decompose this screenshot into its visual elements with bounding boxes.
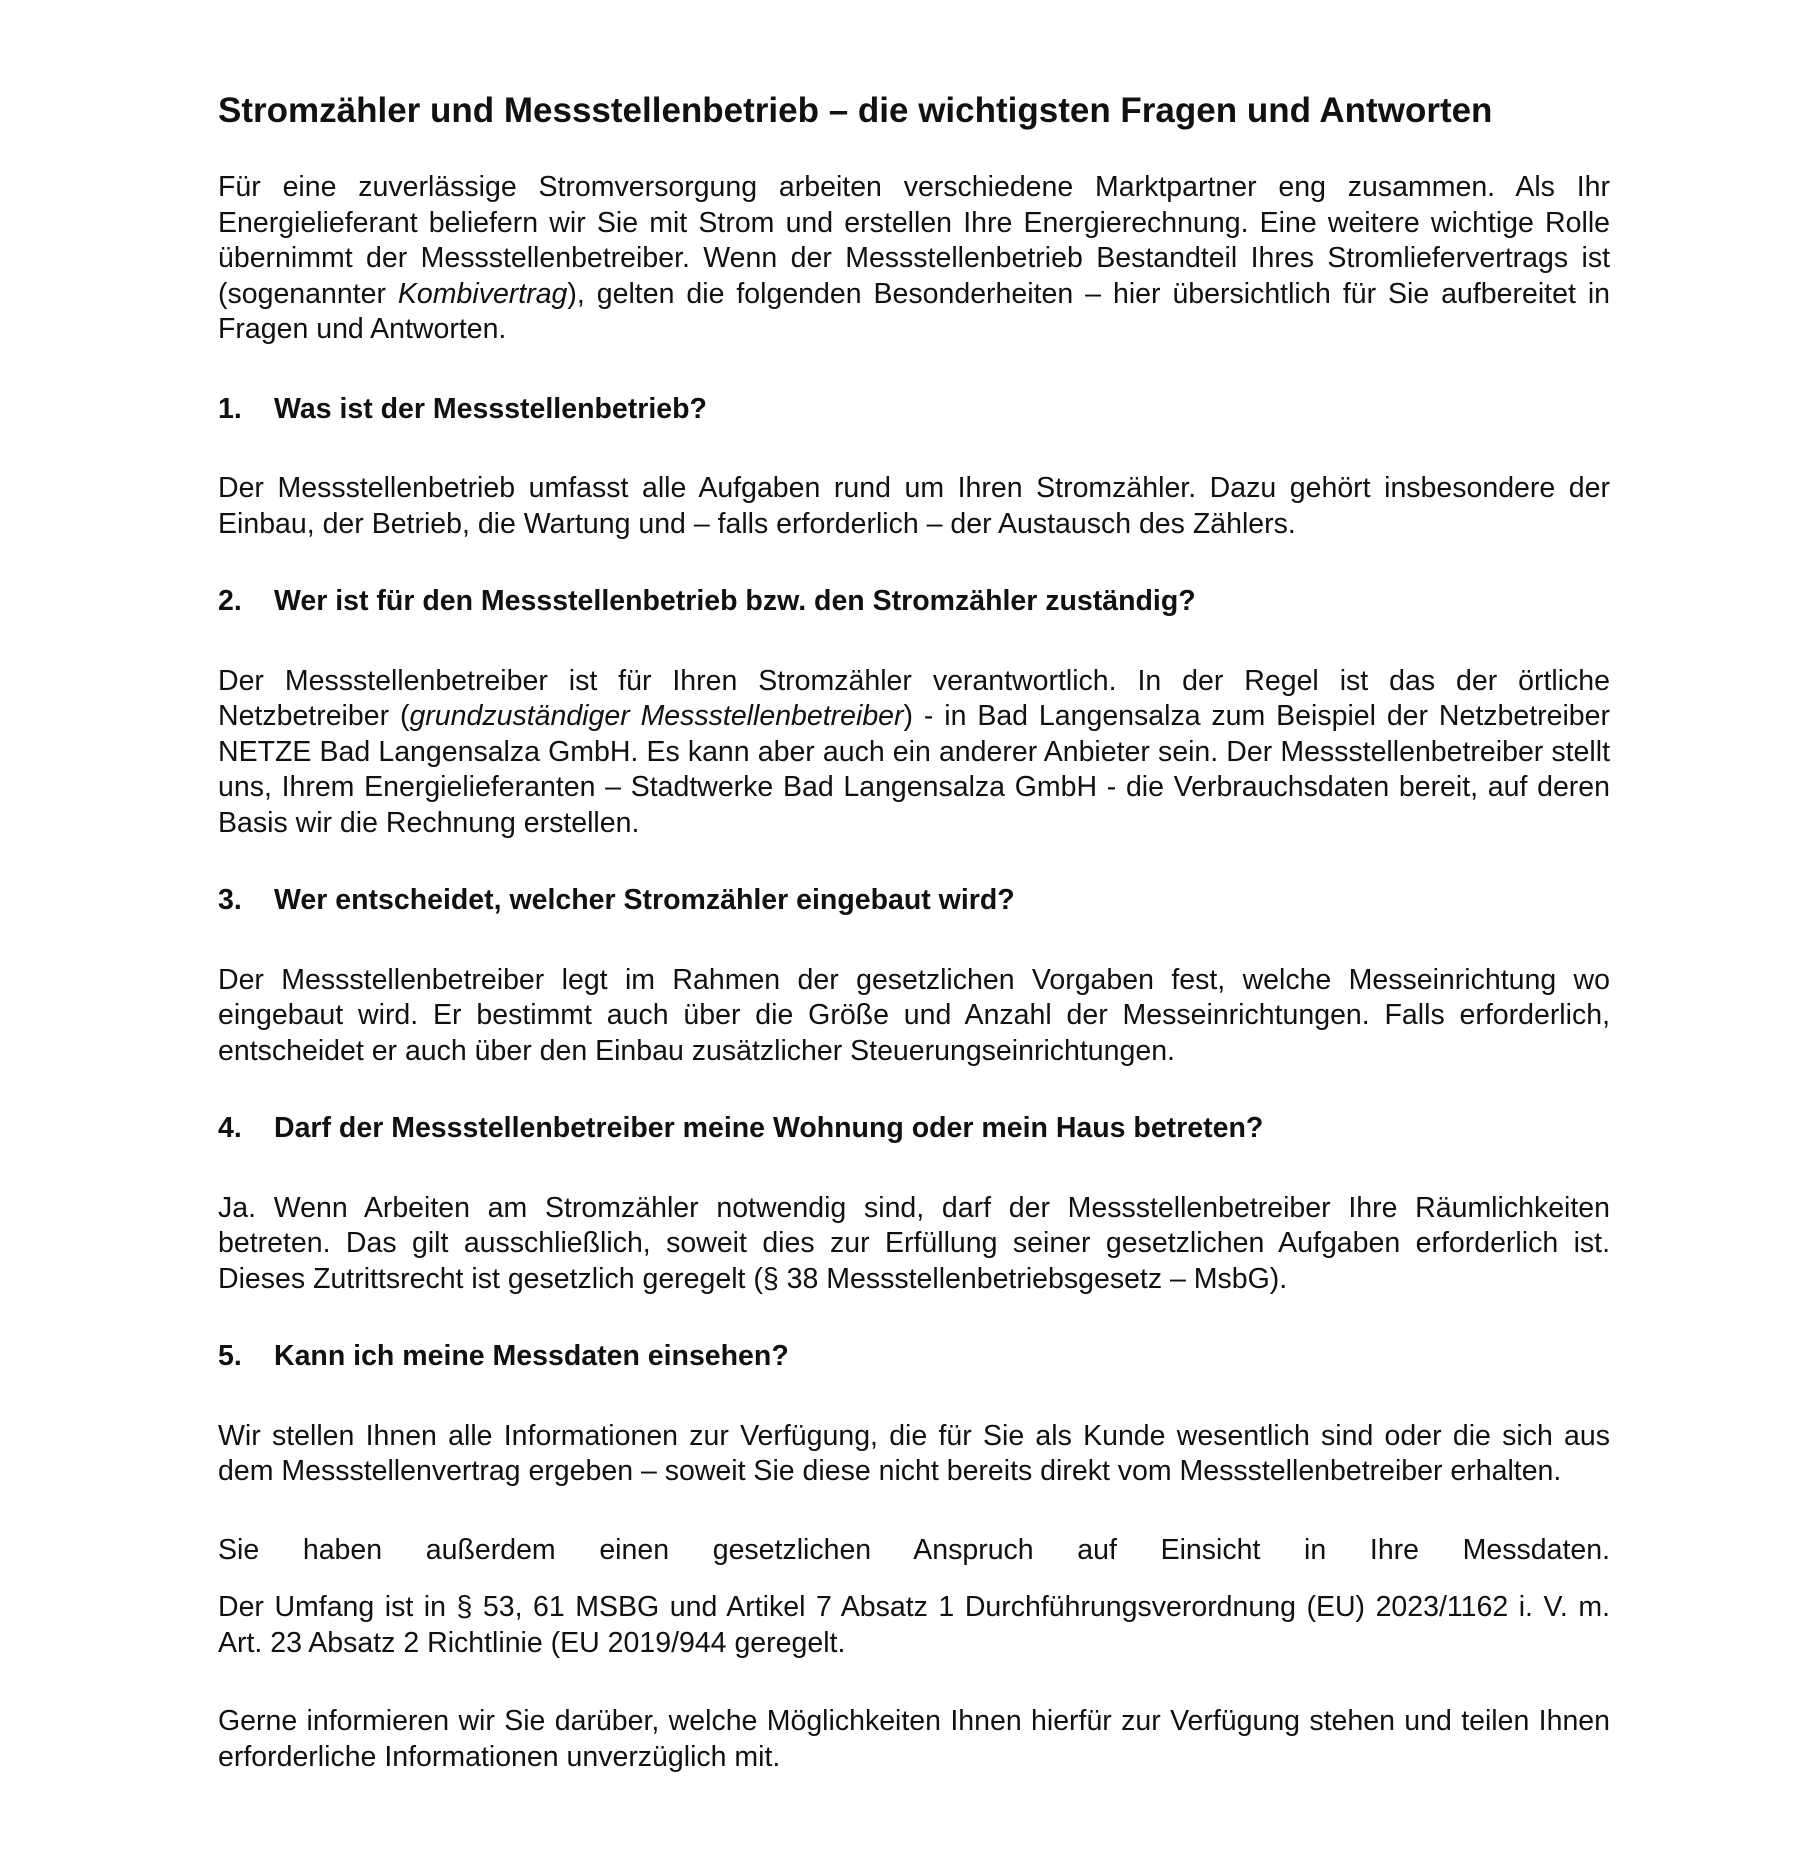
section-2-question: Wer ist für den Messstellenbetrieb bzw. den Stromzähler zuständig? [274,585,1196,617]
section-1-question: Was ist der Messstellenbetrieb? [274,392,707,425]
section-2-number: 2. [218,585,242,617]
section-2-answer-emphasis: grundzuständiger Messstellenbetreiber [409,700,904,732]
section-5-question: Kann ich meine Messdaten einsehen? [274,1340,789,1372]
intro-emphasis: Kombivertrag [397,277,568,310]
section-3-answer: Der Messstellenbetreiber legt im Rahmen der gesetzlichen Vorgaben fest, welche Messeinrichtung wo eingebaut wird. Er bestimmt auch über die Größe und Anzahl der Messeinrichtungen. Falls erforderlich, entscheidet er auch über den Einbau zusätzlicher Steuerungseinrichtungen. [218,963,1610,1067]
section-4-question: Darf der Messstellenbetreiber meine Wohnung oder mein Haus betreten? [274,1112,1264,1144]
section-2-heading [218,584,1610,620]
section-5-answer-1: Wir stellen Ihnen alle Informationen zur Verfügung, die für Sie als Kunde wesentlich sind oder die sich aus dem Messstellenvertrag ergeben – soweit Sie diese nicht bereits direkt vom Messstellenbetreiber erhalten. [218,1419,1610,1487]
intro-paragraph [218,170,1610,348]
section-4-heading [218,1111,1610,1147]
section-5-answer-2: Sie haben außerdem einen gesetzlichen Anspruch auf Einsicht in Ihre Messdaten. [218,1533,1610,1566]
section-2-answer [218,664,1610,842]
section-5-number: 5. [218,1340,242,1372]
document-page [218,88,1610,1775]
section-3-heading [218,883,1610,919]
intro-text-2: ), gelten die folgenden Besonderheiten – hier übersichtlich für Sie aufbereitet in Fragen und Antworten. [218,277,1611,345]
section-4-number: 4. [218,1112,242,1144]
intro-text-1: Für eine zuverlässige Stromversorgung arbeiten verschiedene Marktpartner eng zusammen. Als Ihr Energielieferant beliefern wir Sie mit Strom und erstellen Ihre Energierechnung. Eine weitere wichtige Rolle übernimmt der Messstellenbetreiber. Wenn der Messstellenbetrieb Bestandteil Ihres Stromliefervertrags ist (sogenannter [218,171,1610,310]
section-1-number: 1. [218,392,242,425]
section-5-answer-4: Gerne informieren wir Sie darüber, welche Möglichkeiten Ihnen hierfür zur Verfügung stehen und teilen Ihnen erforderliche Informationen unverzüglich mit. [218,1705,1610,1773]
section-2-answer-text-1: Der Messstellenbetreiber ist für Ihren Stromzähler verantwortlich. In der Regel ist das der örtliche Netzbetreiber ( [218,664,1610,732]
document-title: Stromzähler und Messstellenbetrieb – die wichtigsten Fragen und Antworten [218,91,1493,130]
section-5-answer-3: Der Umfang ist in § 53, 61 MSBG und Artikel 7 Absatz 1 Durchführungsverordnung (EU) 2023/1162 i. V. m. Art. 23 Absatz 2 Richtlinie (EU 2019/944 geregelt. [218,1591,1610,1659]
section-2-answer-text-2: ) - in Bad Langensalza zum Beispiel der Netzbetreiber NETZE Bad Langensalza GmbH. Es kann aber auch ein anderer Anbieter sein. Der Messstellenbetreiber stellt uns, Ihrem Energielieferanten – Stadtwerke Bad Langensalza GmbH - die Verbrauchsdaten bereit, auf deren Basis wir die Rechnung erstellen. [218,700,1610,839]
section-1-answer: Der Messstellenbetrieb umfasst alle Aufgaben rund um Ihren Stromzähler. Dazu gehört insbesondere der Einbau, der Betrieb, die Wartung und – falls erforderlich – der Austausch des Zählers. [218,472,1610,540]
section-3-number: 3. [218,884,242,916]
section-4-answer: Ja. Wenn Arbeiten am Stromzähler notwendig sind, darf der Messstellenbetreiber Ihre Räumlichkeiten betreten. Das gilt ausschließlich, soweit dies zur Erfüllung seiner gesetzlichen Aufgaben erforderlich ist. Dieses Zutrittsrecht ist gesetzlich geregelt (§ 38 Messstellenbetriebsgesetz – MsbG). [218,1191,1610,1295]
section-5-heading [218,1339,1610,1375]
section-3-question: Wer entscheidet, welcher Stromzähler eingebaut wird? [274,884,1015,916]
section-1-heading [218,392,1610,428]
